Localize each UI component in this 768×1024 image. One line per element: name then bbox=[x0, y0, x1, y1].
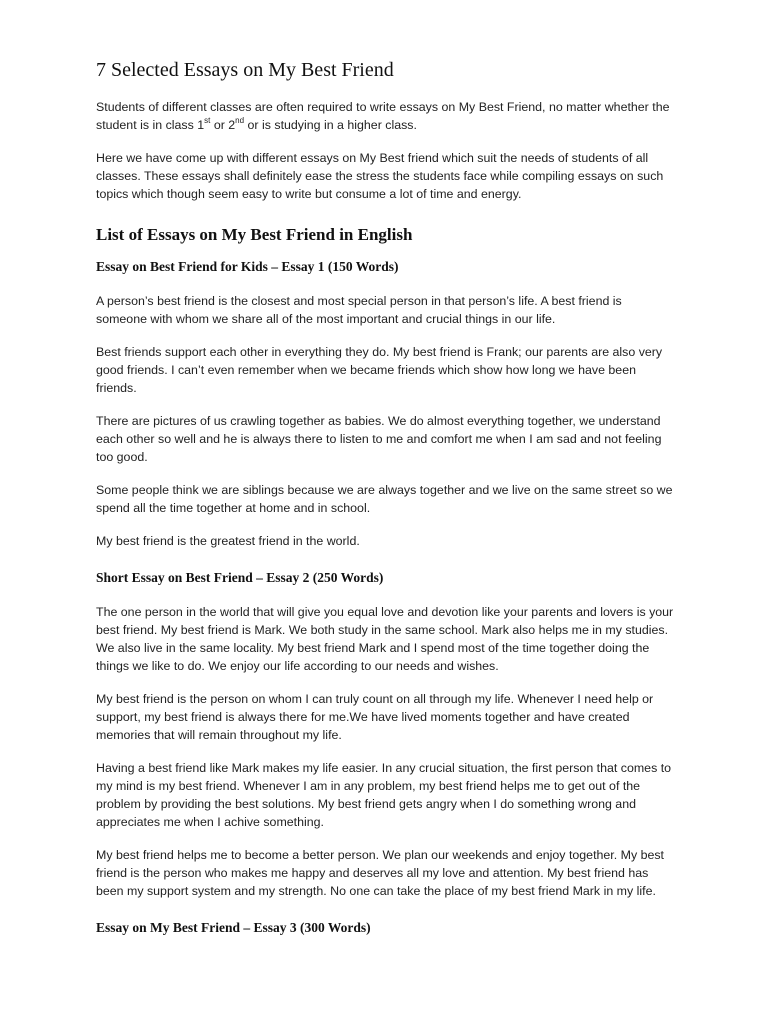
essay-1-paragraph: A person’s best friend is the closest and most special person in that person’s life. A best friend is someone with whom we share all of the most important and crucial things in our life. bbox=[96, 294, 622, 326]
essay-1-paragraph: My best friend is the greatest friend in the world. bbox=[96, 534, 360, 548]
document-page bbox=[96, 56, 676, 953]
essay-1-paragraph: Best friends support each other in everything they do. My best friend is Frank; our parents are also very good friends. I can’t even remember when we became friends which show how long we have been friends. bbox=[96, 345, 663, 395]
intro-paragraph-1 bbox=[96, 98, 676, 134]
intro-text-middle: or 2 bbox=[210, 118, 236, 132]
intro-paragraph-2: Here we have come up with different essays on My Best friend which suit the needs of students of all classes. These essays shall definitely ease the stress the students face while compiling essays on such topics which though seem easy to write but consume a lot of time and energy. bbox=[96, 151, 664, 201]
intro-text-start: Students of different classes are often required to write essays on My Best Friend, no matter whether the student is in class 1 bbox=[96, 100, 670, 132]
essay-3-heading: Essay on My Best Friend – Essay 3 (300 Words) bbox=[96, 920, 371, 935]
ordinal-suffix-st: st bbox=[204, 115, 211, 125]
essay-1-heading: Essay on Best Friend for Kids – Essay 1 (150 Words) bbox=[96, 259, 399, 274]
essay-2-paragraph: My best friend is the person on whom I can truly count on all through my life. Whenever I need help or support, my best friend is always there for me.We have lived moments together and have created memories that will remain throughout my life. bbox=[96, 692, 654, 742]
ordinal-suffix-nd: nd bbox=[235, 115, 245, 125]
essay-2-paragraph: My best friend helps me to become a better person. We plan our weekends and enjoy together. My best friend is the person who makes me happy and deserves all my love and attention. My best friend has been my support system and my strength. No one can take the place of my best friend Mark in my life. bbox=[96, 848, 664, 898]
intro-text-end: or is studying in a higher class. bbox=[244, 118, 417, 132]
page-title: 7 Selected Essays on My Best Friend bbox=[96, 59, 394, 81]
list-heading: List of Essays on My Best Friend in English bbox=[96, 225, 413, 244]
essay-1-paragraph: Some people think we are siblings because we are always together and we live on the same street so we spend all the time together at home and in school. bbox=[96, 483, 673, 515]
essay-2-paragraph: The one person in the world that will give you equal love and devotion like your parents and lovers is your best friend. My best friend is Mark. We both study in the same school. Mark also helps me in my studies. We also live in the same locality. My best friend Mark and I spend most of the time together doing the things we like to do. We enjoy our life according to our needs and wishes. bbox=[96, 605, 674, 673]
essay-2-paragraph: Having a best friend like Mark makes my life easier. In any crucial situation, the first person that comes to my mind is my best friend. Whenever I am in any problem, my best friend helps me to get out of the problem by providing the best solutions. My best friend gets angry when I do something wrong and appreciates me when I achive something. bbox=[96, 761, 672, 829]
essay-2-heading: Short Essay on Best Friend – Essay 2 (250 Words) bbox=[96, 570, 384, 585]
essay-1-paragraph: There are pictures of us crawling together as babies. We do almost everything together, we understand each other so well and he is always there to listen to me and comfort me when I am sad and not feeling too good. bbox=[96, 414, 662, 464]
